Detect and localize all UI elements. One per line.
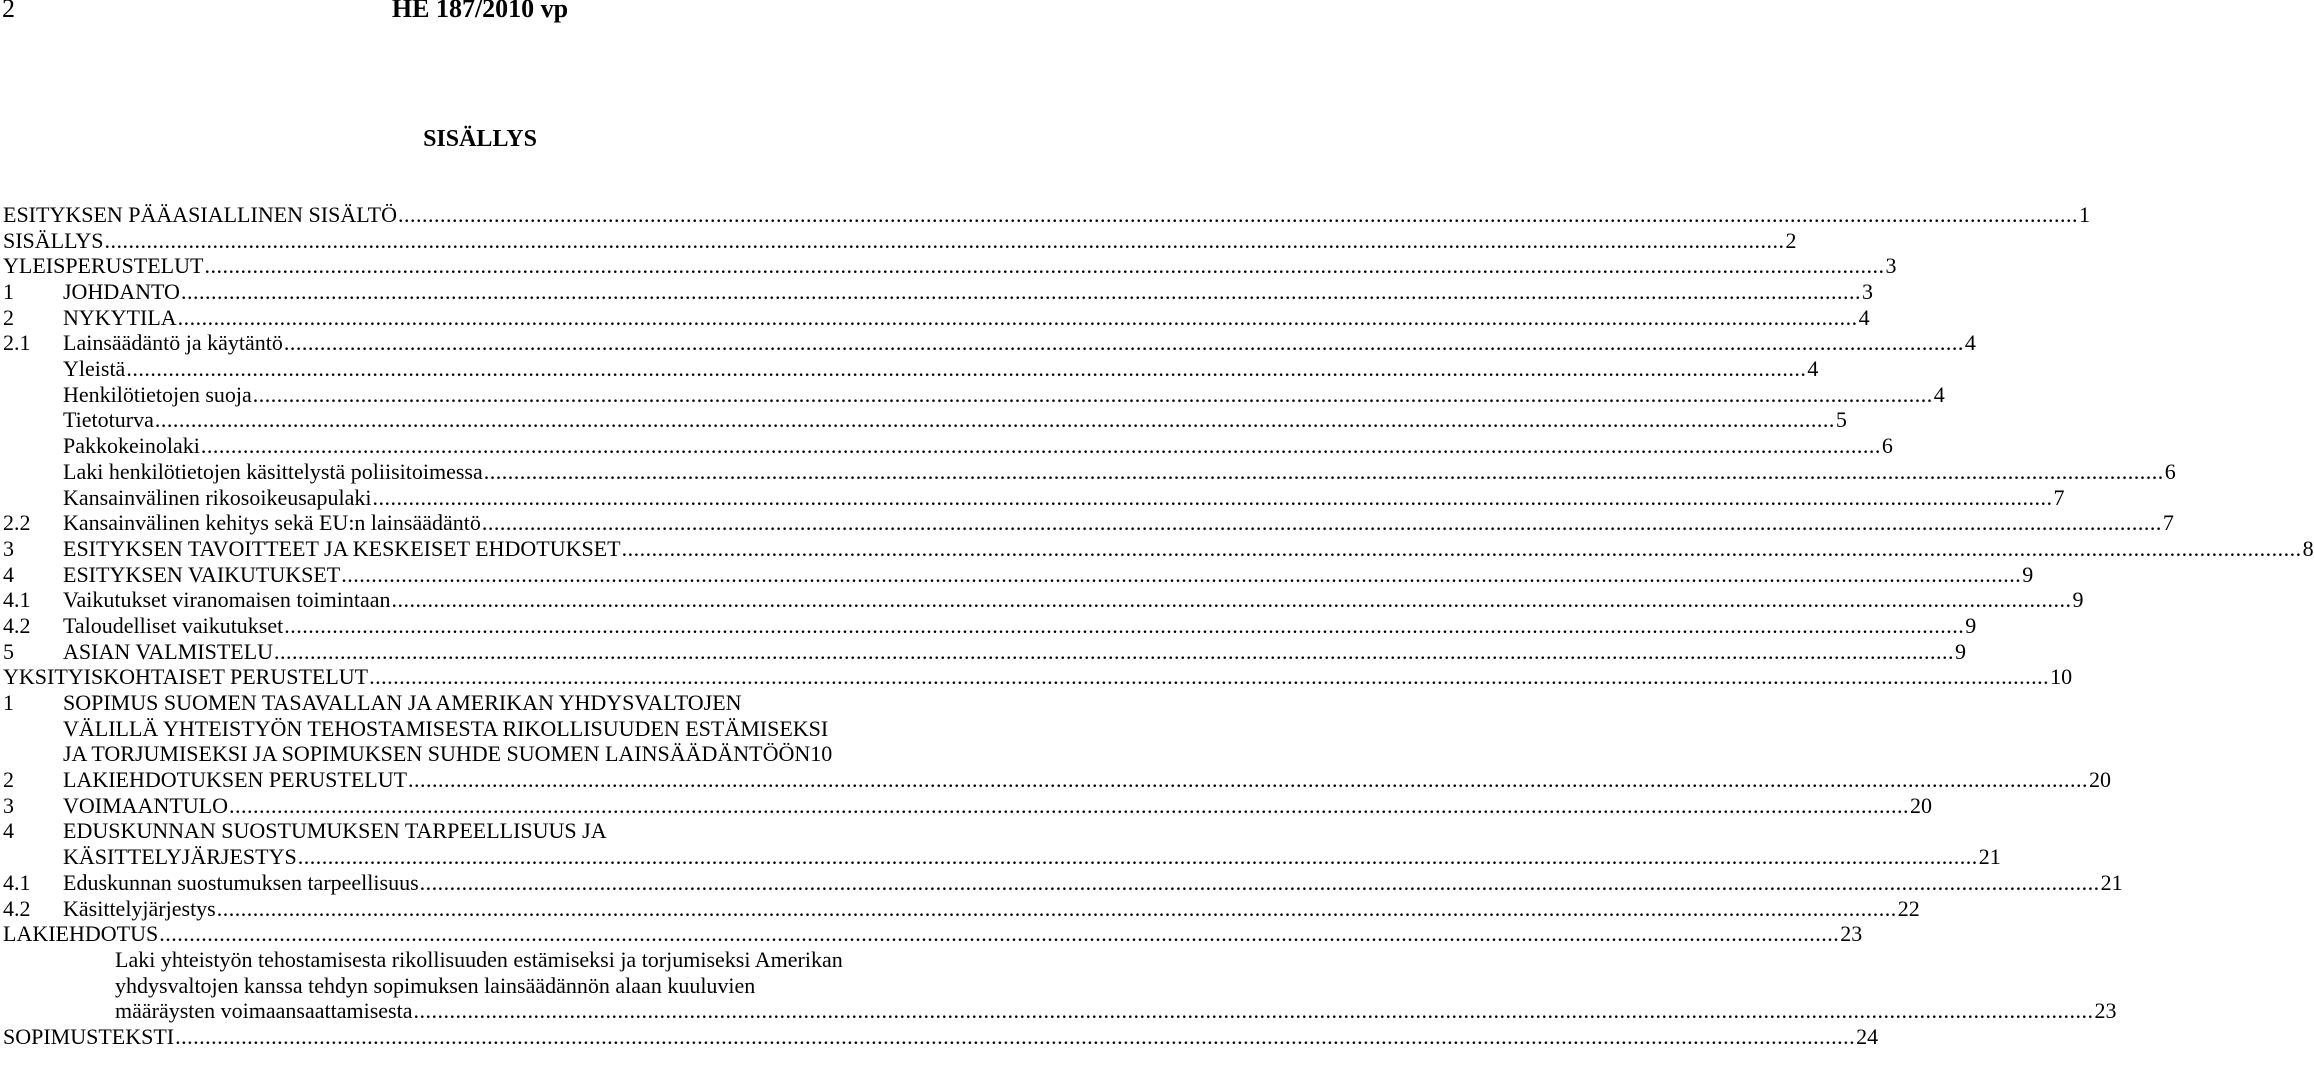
- toc-entry-text: Käsittelyjärjestys: [63, 895, 216, 921]
- toc-entry[interactable]: [3, 535, 2314, 562]
- dot-leader: [420, 870, 2100, 896]
- toc-entry-number: 2: [3, 304, 14, 330]
- dot-leader: [229, 793, 1909, 819]
- toc-entry-page: 3: [1885, 253, 1897, 279]
- toc-entry-page: 9: [2022, 561, 2034, 587]
- dot-leader: [341, 562, 2021, 588]
- toc-entry-number: 4.1: [3, 869, 31, 895]
- toc-entry-page: 10: [810, 741, 833, 767]
- toc-entry-number: 5: [3, 638, 14, 664]
- toc-entry-page: 22: [1897, 895, 1920, 921]
- toc-entry[interactable]: [3, 998, 2117, 1024]
- dot-leader: [408, 767, 2088, 793]
- toc-entry[interactable]: [3, 356, 1819, 382]
- toc-entry-text: ESITYKSEN VAIKUTUKSET: [63, 561, 341, 587]
- toc-entry-page: 6: [1881, 433, 1893, 459]
- toc-entry-text: ASIAN VALMISTELU: [63, 638, 274, 664]
- toc-entry-text: NYKYTILA: [63, 304, 177, 330]
- dot-leader: [175, 1024, 1855, 1050]
- dot-leader: [159, 921, 1839, 947]
- dot-leader: [622, 536, 2302, 562]
- toc-entry-text-continued: VÄLILLÄ YHTEISTYÖN TEHOSTAMISESTA RIKOLLISUUDEN ESTÄMISEKSI: [63, 715, 829, 741]
- toc-entry[interactable]: [3, 844, 2001, 870]
- toc-entry[interactable]: [3, 690, 958, 716]
- dot-leader: [104, 228, 1784, 254]
- toc-entry-page: 9: [1965, 612, 1977, 638]
- toc-entry-page: 4: [1858, 304, 1870, 330]
- toc-entry-text: Vaikutukset viranomaisen toimintaan: [63, 587, 391, 613]
- toc-entry-number: 4.2: [3, 612, 31, 638]
- toc-entry[interactable]: [3, 381, 1945, 408]
- toc-entry[interactable]: [3, 895, 1920, 922]
- toc-entry[interactable]: [3, 201, 2090, 228]
- toc-entry-number: 3: [3, 792, 14, 818]
- toc-entry-number: 4: [3, 818, 14, 844]
- toc-entry[interactable]: [3, 279, 1873, 305]
- toc-entry-page: 4: [1933, 381, 1945, 407]
- page-number: 2: [2, 0, 15, 23]
- toc-entry-text: Tietoturva: [63, 407, 154, 433]
- toc-entry-page: 10: [2050, 664, 2073, 690]
- toc-entry-text-continued: yhdysvaltojen kanssa tehdyn sopimuksen lainsäädännön alaan kuuluvien: [115, 972, 756, 998]
- toc-entry-number: 3: [3, 535, 14, 561]
- toc-entry-text: Kansainvälinen kehitys sekä EU:n lainsäädäntö: [63, 510, 481, 536]
- toc-entry-text: SOPIMUS SUOMEN TASAVALLAN JA AMERIKAN YHDYSVALTOJEN: [63, 690, 742, 716]
- toc-entry[interactable]: [3, 458, 2176, 485]
- dot-leader: [284, 613, 1964, 639]
- dot-leader: [373, 485, 2053, 511]
- dot-leader: [217, 896, 1897, 922]
- toc-entry-text[interactable]: Laki yhteistyön tehostamisesta rikollisuuden estämiseksi ja torjumiseksi Amerikan: [115, 946, 843, 972]
- toc-entry-text: Eduskunnan suostumuksen tarpeellisuus: [63, 869, 419, 895]
- document-id: HE 187/2010 vp: [391, 0, 569, 23]
- toc-entry-page: 4: [1807, 356, 1819, 382]
- toc-entry-page: 9: [2072, 587, 2084, 613]
- toc-entry-page: 1: [2078, 201, 2090, 227]
- toc-entry-text: ESITYKSEN PÄÄASIALLINEN SISÄLTÖ: [3, 201, 397, 227]
- dot-leader: [126, 356, 1806, 382]
- toc-entry-text: Taloudelliset vaikutukset: [63, 612, 284, 638]
- toc-entry-text: SISÄLLYS: [3, 227, 104, 253]
- toc-entry-page: 21: [2100, 869, 2123, 895]
- toc-entry-number: 2.1: [3, 330, 31, 356]
- toc-entry[interactable]: [3, 561, 2034, 588]
- toc-entry-text: LAKIEHDOTUS: [3, 921, 159, 947]
- toc-entry[interactable]: [3, 638, 1967, 665]
- dot-leader: [369, 664, 2049, 690]
- toc-entry[interactable]: [3, 587, 2084, 613]
- dot-leader: [284, 330, 1964, 356]
- toc-entry[interactable]: [3, 612, 1977, 639]
- table-of-contents: [3, 201, 2314, 1050]
- toc-entry-page: 6: [2164, 458, 2176, 484]
- toc-entry-page: 7: [2162, 510, 2174, 536]
- toc-entry[interactable]: [3, 407, 1847, 434]
- toc-entry[interactable]: [3, 1023, 1879, 1050]
- toc-entry-text: YLEISPERUSTELUT: [3, 253, 204, 279]
- dot-leader: [484, 459, 2164, 485]
- toc-entry-text: EDUSKUNNAN SUOSTUMUKSEN TARPEELLISUUS JA: [63, 818, 607, 844]
- toc-entry[interactable]: [3, 433, 1893, 459]
- toc-entry-text: Pakkokeinolaki: [63, 433, 200, 459]
- toc-entry-text-continued: KÄSITTELYJÄRJESTYS: [63, 844, 297, 870]
- toc-entry-number: 2.2: [3, 510, 31, 536]
- dot-leader: [178, 305, 1858, 331]
- toc-entry-text: SOPIMUSTEKSTI: [3, 1023, 175, 1049]
- toc-entry-number: 2: [3, 767, 14, 793]
- toc-entry-text-continued: määräysten voimaansaattamisesta: [115, 998, 413, 1024]
- toc-entry-text: LAKIEHDOTUKSEN PERUSTELUT: [63, 767, 408, 793]
- toc-entry[interactable]: [3, 819, 958, 845]
- toc-entry-page: 21: [1978, 844, 2001, 870]
- toc-entry-page: 5: [1835, 407, 1847, 433]
- toc-entry-page: 4: [1964, 330, 1976, 356]
- toc-entry-text: Kansainvälinen rikosoikeusapulaki: [63, 484, 372, 510]
- toc-entry-text: YKSITYISKOHTAISET PERUSTELUT: [3, 664, 369, 690]
- toc-entry-number: 4: [3, 561, 14, 587]
- toc-entry-number: 4.1: [3, 587, 31, 613]
- toc-entry[interactable]: [3, 767, 2112, 793]
- toc-entry-text: Laki henkilötietojen käsittelystä poliisitoimessa: [63, 458, 483, 484]
- toc-entry-page: 20: [1909, 792, 1932, 818]
- dot-leader: [155, 407, 1835, 433]
- toc-entry[interactable]: [3, 741, 958, 767]
- dot-leader: [392, 587, 2072, 613]
- dot-leader: [414, 998, 2094, 1024]
- toc-entry[interactable]: [3, 869, 2123, 896]
- toc-entry-number: 4.2: [3, 895, 31, 921]
- toc-entry[interactable]: [3, 304, 1870, 331]
- dot-leader: [398, 202, 2078, 228]
- toc-entry-page: 8: [2302, 535, 2314, 561]
- toc-entry-text: JOHDANTO: [63, 279, 180, 305]
- toc-entry[interactable]: [3, 484, 2065, 511]
- dot-leader: [298, 844, 1978, 870]
- toc-entry-number: 1: [3, 690, 14, 716]
- toc-entry-page: 9: [1955, 638, 1967, 664]
- toc-entry[interactable]: [3, 664, 2073, 690]
- toc-entry-page: 23: [2094, 998, 2117, 1024]
- toc-entry[interactable]: [3, 921, 1863, 947]
- toc-entry[interactable]: [3, 330, 1976, 356]
- toc-entry-text-continued: JA TORJUMISEKSI JA SOPIMUKSEN SUHDE SUOMEN LAINSÄÄDÄNTÖÖN: [63, 741, 811, 767]
- dot-leader: [482, 510, 2162, 536]
- toc-entry-page: 24: [1856, 1023, 1879, 1049]
- toc-entry-page: 3: [1861, 279, 1873, 305]
- toc-entry-number: 1: [3, 279, 14, 305]
- toc-entry[interactable]: [3, 227, 1797, 254]
- toc-entry[interactable]: [3, 792, 1932, 819]
- dot-leader: [181, 279, 1861, 305]
- toc-entry-page: 23: [1840, 921, 1863, 947]
- dot-leader: [201, 433, 1881, 459]
- toc-entry-text: Yleistä: [63, 356, 126, 382]
- dot-leader: [253, 382, 1933, 408]
- toc-entry-text: ESITYKSEN TAVOITTEET JA KESKEISET EHDOTUKSET: [63, 535, 621, 561]
- toc-entry[interactable]: [3, 253, 1897, 279]
- dot-leader: [204, 253, 1884, 279]
- toc-entry-page: 2: [1785, 227, 1797, 253]
- toc-entry[interactable]: [3, 510, 2174, 536]
- toc-entry-page: 7: [2053, 484, 2065, 510]
- dot-leader: [274, 639, 1954, 665]
- toc-heading: SISÄLLYS: [423, 126, 537, 152]
- toc-entry-text: VOIMAANTULO: [63, 792, 228, 818]
- toc-entry-page: 20: [2089, 767, 2112, 793]
- toc-entry-text: Henkilötietojen suoja: [63, 381, 252, 407]
- toc-entry-text: Lainsäädäntö ja käytäntö: [63, 330, 283, 356]
